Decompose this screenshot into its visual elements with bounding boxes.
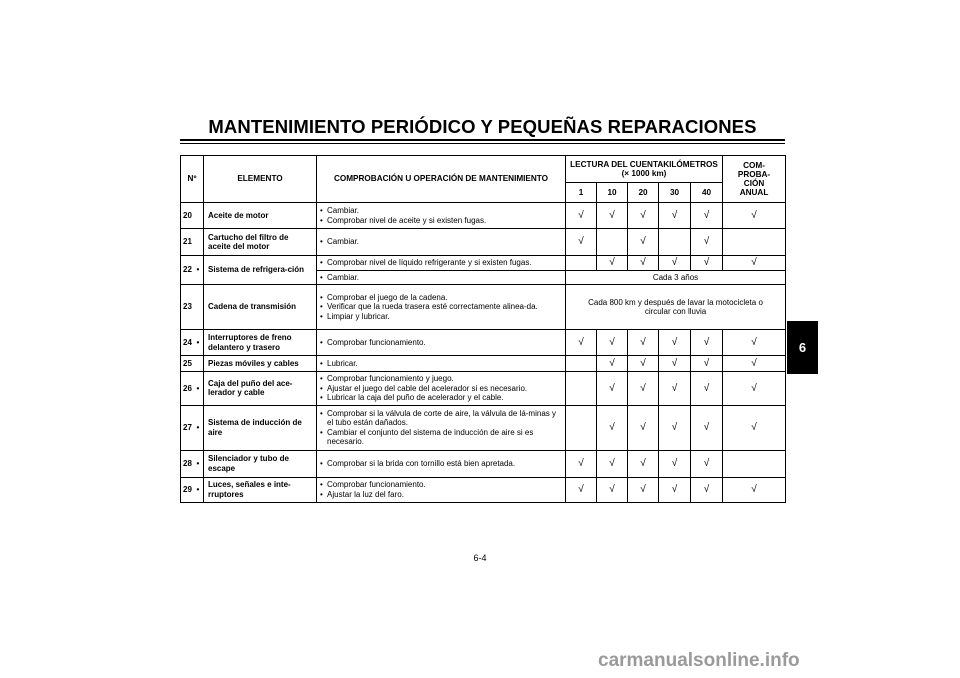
- operation-item: [320, 428, 562, 447]
- check-mark: √: [597, 356, 628, 372]
- header-odometer-label: LECTURA DEL CUENTAKILÓMETROS: [570, 159, 718, 169]
- operation-text: Ajustar el juego del cable del acelerador si es necesario.: [327, 383, 528, 393]
- check-mark: √: [597, 203, 628, 229]
- bullet: •: [320, 311, 323, 321]
- bullet: •: [320, 358, 323, 368]
- operation-cell: [317, 477, 566, 502]
- header-km-10: 10: [597, 183, 628, 203]
- check-mark: √: [723, 330, 786, 356]
- operation-cell: [317, 450, 566, 477]
- chapter-tab: 6: [787, 321, 818, 374]
- header-km-1: 1: [566, 183, 597, 203]
- operation-text: Lubricar la caja del puño de acelerador y el cable.: [327, 393, 504, 402]
- check-mark: √: [566, 330, 597, 356]
- row-marker: •: [196, 330, 204, 356]
- operation-cell: [317, 256, 566, 271]
- check-mark: √: [723, 372, 786, 406]
- bullet: •: [320, 206, 323, 215]
- check-mark: √: [659, 450, 691, 477]
- operation-text: Ajustar la luz del faro.: [327, 489, 404, 499]
- watermark: carmanualsonline.info: [598, 650, 800, 671]
- check-mark: √: [659, 203, 691, 229]
- element-name: Aceite de motor: [204, 203, 317, 229]
- check-mark: √: [628, 330, 659, 356]
- header-element: ELEMENTO: [204, 156, 317, 203]
- check-mark: √: [659, 330, 691, 356]
- row-number: 27: [181, 405, 196, 450]
- check-mark: √: [659, 405, 691, 450]
- empty-cell: [597, 229, 628, 256]
- check-mark: √: [597, 256, 628, 271]
- check-mark: √: [691, 256, 723, 271]
- operation-text: Limpiar y lubricar.: [327, 311, 390, 321]
- page-number: 6-4: [473, 553, 487, 563]
- operation-text: Comprobar nivel de aceite y si existen fugas.: [327, 215, 487, 225]
- header-km-20: 20: [628, 183, 659, 203]
- bullet: •: [320, 458, 323, 468]
- table-row: [181, 450, 786, 477]
- operation-cell: [317, 229, 566, 256]
- bullet: •: [320, 292, 323, 302]
- row-marker: [196, 356, 204, 372]
- operation-item: [320, 480, 562, 490]
- operation-item: [320, 393, 562, 403]
- element-name: Sistema de inducción de aire: [204, 405, 317, 450]
- operation-item: [320, 258, 562, 268]
- operation-text: Comprobar si la brida con tornillo está bien apretada.: [327, 458, 516, 468]
- table-row: [181, 356, 786, 372]
- check-mark: √: [628, 356, 659, 372]
- table-row: [181, 405, 786, 450]
- element-name: Luces, señales e inte-rruptores: [204, 477, 317, 502]
- empty-cell: [723, 229, 786, 256]
- bullet: •: [320, 302, 323, 312]
- empty-cell: [723, 450, 786, 477]
- row-marker: •: [196, 450, 204, 477]
- operation-item: [320, 490, 562, 500]
- table-row: [181, 229, 786, 256]
- operation-cell: [317, 285, 566, 330]
- check-mark: √: [691, 372, 723, 406]
- operation-text: Comprobar si la válvula de corte de aire, la válvula de lá-minas y el tubo están dañados.: [327, 408, 556, 427]
- row-number: 26: [181, 372, 196, 406]
- maintenance-table: [180, 155, 786, 503]
- operation-item: [320, 273, 562, 283]
- check-mark: √: [597, 450, 628, 477]
- check-mark: √: [597, 405, 628, 450]
- row-number: 20: [181, 203, 196, 229]
- header-km-40: 40: [691, 183, 723, 203]
- page-title: MANTENIMIENTO PERIÓDICO Y PEQUEÑAS REPARACIONES: [208, 116, 757, 137]
- row-marker: •: [196, 256, 204, 285]
- operation-item: [320, 384, 562, 394]
- check-mark: √: [723, 477, 786, 502]
- bullet: •: [320, 489, 323, 499]
- check-mark: √: [691, 356, 723, 372]
- operation-item: [320, 237, 562, 247]
- check-mark: √: [628, 477, 659, 502]
- row-marker: •: [196, 372, 204, 406]
- operation-text: Verificar que la rueda trasera esté correctamente alinea-da.: [327, 302, 538, 312]
- operation-item: [320, 302, 562, 312]
- check-mark: √: [597, 477, 628, 502]
- bullet: •: [320, 427, 323, 437]
- check-mark: √: [628, 256, 659, 271]
- check-mark: √: [723, 256, 786, 271]
- title-rule: [180, 139, 785, 141]
- operation-text: Comprobar funcionamiento y juego.: [327, 374, 454, 383]
- row-marker: [196, 203, 204, 229]
- check-mark: √: [659, 356, 691, 372]
- empty-cell: [566, 372, 597, 406]
- check-mark: √: [566, 450, 597, 477]
- interval-note: Cada 3 años: [566, 270, 786, 285]
- header-no: Nº: [181, 156, 204, 203]
- check-mark: √: [628, 405, 659, 450]
- row-marker: [196, 285, 204, 330]
- check-mark: √: [691, 477, 723, 502]
- row-number: 28: [181, 450, 196, 477]
- header-km-30: 30: [659, 183, 691, 203]
- check-mark: √: [597, 330, 628, 356]
- bullet: •: [320, 393, 323, 402]
- row-number: 25: [181, 356, 196, 372]
- operation-cell: [317, 356, 566, 372]
- operation-item: [320, 359, 562, 369]
- operation-text: Cambiar.: [327, 206, 360, 215]
- operation-item: [320, 338, 562, 348]
- operation-cell: [317, 203, 566, 229]
- check-mark: √: [628, 229, 659, 256]
- empty-cell: [566, 256, 597, 271]
- operation-text: Comprobar el juego de la cadena.: [327, 292, 448, 302]
- check-mark: √: [566, 229, 597, 256]
- element-name: Sistema de refrigera-ción: [204, 256, 317, 285]
- bullet: •: [320, 215, 323, 225]
- operation-item: [320, 206, 562, 216]
- check-mark: √: [659, 372, 691, 406]
- operation-text: Comprobar funcionamiento.: [327, 337, 426, 347]
- check-mark: √: [691, 405, 723, 450]
- element-name: Piezas móviles y cables: [204, 356, 317, 372]
- bullet: •: [320, 383, 323, 393]
- row-number: 29: [181, 477, 196, 502]
- check-mark: √: [659, 477, 691, 502]
- check-mark: √: [566, 203, 597, 229]
- row-number: 22: [181, 256, 196, 285]
- operation-cell: [317, 405, 566, 450]
- operation-item: [320, 409, 562, 428]
- header-odometer-unit: (× 1000 km): [621, 169, 667, 178]
- element-name: Caja del puño del ace-lerador y cable: [204, 372, 317, 406]
- operation-text: Comprobar nivel de líquido refrigerante y si existen fugas.: [327, 258, 532, 267]
- table-row: [181, 285, 786, 330]
- check-mark: √: [628, 203, 659, 229]
- element-name: Cadena de transmisión: [204, 285, 317, 330]
- check-mark: √: [723, 405, 786, 450]
- check-mark: √: [659, 256, 691, 271]
- check-mark: √: [691, 229, 723, 256]
- operation-text: Lubricar.: [327, 358, 358, 368]
- element-name: Cartucho del filtro de aceite del motor: [204, 229, 317, 256]
- bullet: •: [320, 237, 323, 247]
- row-number: 24: [181, 330, 196, 356]
- operation-cell: [317, 270, 566, 285]
- row-marker: •: [196, 477, 204, 502]
- check-mark: √: [723, 203, 786, 229]
- check-mark: √: [691, 330, 723, 356]
- empty-cell: [566, 405, 597, 450]
- row-number: 21: [181, 229, 196, 256]
- bullet: •: [320, 272, 323, 282]
- row-number: 23: [181, 285, 196, 330]
- check-mark: √: [597, 372, 628, 406]
- bullet: •: [320, 337, 323, 347]
- table-row: [181, 477, 786, 502]
- operation-item: [320, 293, 562, 303]
- empty-cell: [659, 229, 691, 256]
- empty-cell: [566, 356, 597, 372]
- operation-item: [320, 459, 562, 469]
- element-name: Interruptores de freno delantero y trasero: [204, 330, 317, 356]
- operation-cell: [317, 372, 566, 406]
- operation-text: Cambiar.: [327, 237, 360, 247]
- operation-item: [320, 312, 562, 322]
- operation-text: Cambiar el conjunto del sistema de inducción de aire si es necesario.: [327, 427, 534, 446]
- check-mark: √: [691, 450, 723, 477]
- check-mark: √: [628, 450, 659, 477]
- header-annual: COM- PROBA- CIÓN ANUAL: [723, 156, 786, 203]
- bullet: •: [320, 258, 323, 267]
- check-mark: √: [691, 203, 723, 229]
- bullet: •: [320, 374, 323, 383]
- check-mark: √: [628, 372, 659, 406]
- operation-cell: [317, 330, 566, 356]
- row-marker: [196, 229, 204, 256]
- check-mark: √: [566, 477, 597, 502]
- header-odometer: [566, 156, 723, 183]
- operation-item: [320, 374, 562, 384]
- bullet: •: [320, 408, 323, 418]
- interval-note: Cada 800 km y después de lavar la motocicleta o circular con lluvia: [566, 285, 786, 330]
- header-operation: COMPROBACIÓN U OPERACIÓN DE MANTENIMIENTO: [317, 156, 566, 203]
- title-rule-thin: [180, 143, 785, 144]
- check-mark: √: [723, 356, 786, 372]
- table-row: [181, 256, 786, 271]
- table-row: [181, 372, 786, 406]
- operation-item: [320, 216, 562, 226]
- row-marker: •: [196, 405, 204, 450]
- element-name: Silenciador y tubo de escape: [204, 450, 317, 477]
- operation-text: Comprobar funcionamiento.: [327, 480, 426, 489]
- operation-text: Cambiar.: [327, 272, 360, 282]
- table-row: [181, 203, 786, 229]
- table-row: [181, 330, 786, 356]
- bullet: •: [320, 480, 323, 489]
